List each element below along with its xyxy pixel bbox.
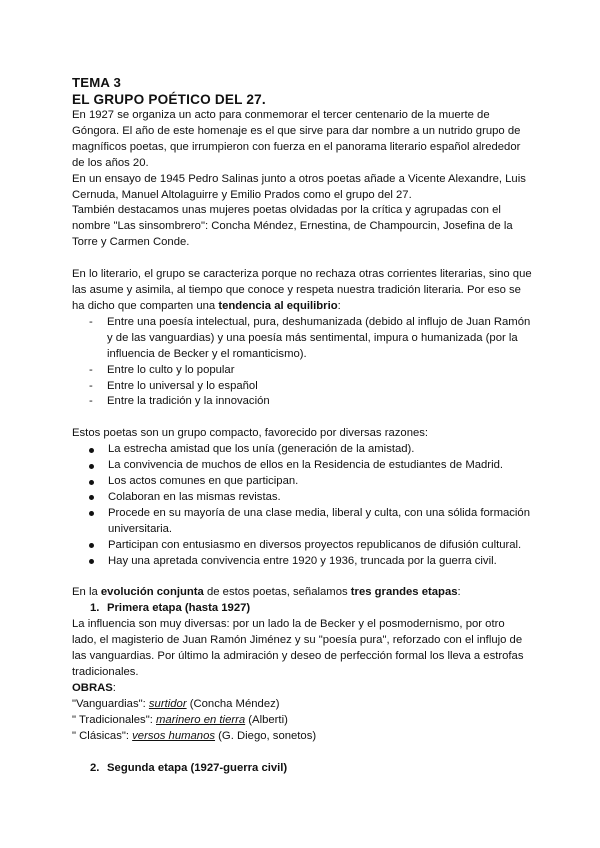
- evolution-text-2: de estos poetas, señalamos: [203, 586, 351, 599]
- stage-1-number: 1.: [90, 602, 100, 615]
- list-item: - Entre la tradición y la innovación: [72, 394, 532, 410]
- list-item: Participan con entusiasmo en diversos proyectos republicanos de difusión cultural.: [72, 538, 532, 554]
- list-item: Hay una apretada convivencia entre 1920 y 1936, truncada por la guerra civil.: [72, 554, 532, 570]
- work-author: (G. Diego, sonetos): [215, 729, 317, 742]
- works-label: OBRAS: [72, 681, 113, 694]
- work-category: " Clásicas":: [72, 729, 133, 742]
- list-item: Procede en su mayoría de una clase media, liberal y culta, con una sólida formación universitaria.: [72, 506, 532, 538]
- list-item: La estrecha amistad que los unía (generación de la amistad).: [72, 442, 532, 458]
- stage-1-text: La influencia son muy diversas: por un lado la de Becker y el posmodernismo, por otro lado, el magisterio de Juan Ramón Jiménez y su "poesía pura", reforzado con el influjo de las vanguardias. Por último la admiración y deseo de perfección formal los lleva a estrofas tradicionales.: [72, 618, 524, 678]
- three-stages-term: tres grandes etapas: [350, 586, 458, 599]
- evolution-colon: :: [457, 586, 461, 599]
- work-line: [72, 729, 532, 745]
- intro-paragraph-2: En un ensayo de 1945 Pedro Salinas junto a otros poetas añade a Vicente Alexandre, Luis Cernuda, Manuel Altolaguirre y Emilio Prados como el grupo del 27.: [72, 172, 526, 201]
- compact-group-intro: Estos poetas son un grupo compacto, favorecido por diversas razones:: [72, 427, 429, 440]
- works-colon: :: [112, 681, 116, 694]
- literary-paragraph: [72, 267, 532, 315]
- balance-tendency-term: tendencia al equilibrio: [218, 299, 338, 312]
- evolution-paragraph: [72, 585, 532, 601]
- balance-list: [72, 315, 532, 410]
- list-item: Los actos comunes en que participan.: [72, 474, 532, 490]
- work-title: versos humanos: [132, 729, 216, 742]
- intro-paragraph-3: También destacamos unas mujeres poetas olvidadas por la crítica y agrupadas con el nombre "Las sinsombrero": Concha Méndez, Ernestina, de Champourcin, Josefina de la Torre y Carmen Conde.: [72, 204, 513, 249]
- document-content: [72, 74, 532, 776]
- work-title: surtidor: [148, 697, 187, 710]
- intro-paragraph-1: En 1927 se organiza un acto para conmemorar el tercer centenario de la muerte de Góngora. El año de este homenaje es el que sirve para dar nombre a un nutrido grupo de magníficos poetas, que irrumpieron con fuerza en el panorama literario español alrededor de los años 20.: [72, 109, 521, 169]
- work-category: " Tradicionales":: [72, 713, 156, 726]
- work-line: [72, 713, 532, 729]
- joint-evolution-term: evolución conjunta: [100, 586, 204, 599]
- list-item: - Entre lo culto y lo popular: [72, 363, 532, 379]
- work-line: [72, 697, 532, 713]
- list-item: Colaboran en las mismas revistas.: [72, 490, 532, 506]
- stage-1-title: Primera etapa (hasta 1927): [107, 602, 251, 615]
- list-item: La convivencia de muchos de ellos en la Residencia de estudiantes de Madrid.: [72, 458, 532, 474]
- list-item: - Entre una poesía intelectual, pura, deshumanizada (debido al influjo de Juan Ramón y de las vanguardias) y una poesía más sentimental, impura o humanizada (por la influencia de Becker y el romanticismo).: [72, 315, 532, 363]
- stage-2-heading: [72, 761, 532, 777]
- work-author: (Alberti): [245, 713, 288, 726]
- literary-colon: :: [337, 299, 341, 312]
- stage-1-heading: [72, 601, 532, 617]
- page-title: EL GRUPO POÉTICO DEL 27.: [72, 92, 266, 107]
- work-category: "Vanguardias":: [72, 697, 149, 710]
- evolution-text-1: En la: [72, 586, 101, 599]
- reasons-list: [72, 442, 532, 569]
- work-title: marinero en tierra: [156, 713, 246, 726]
- stage-2-title: Segunda etapa (1927-guerra civil): [107, 761, 288, 774]
- topic-number: TEMA 3: [72, 75, 122, 90]
- stage-2-number: 2.: [90, 761, 100, 774]
- works-heading: [72, 681, 532, 697]
- literary-text: En lo literario, el grupo se caracteriza porque no rechaza otras corrientes literarias, sino que las asume y asimila, al tiempo que conoce y respeta nuestra tradición literaria. Por eso se ha dicho que comparten una: [72, 268, 532, 312]
- list-item: - Entre lo universal y lo español: [72, 379, 532, 395]
- work-author: (Concha Méndez): [186, 697, 280, 710]
